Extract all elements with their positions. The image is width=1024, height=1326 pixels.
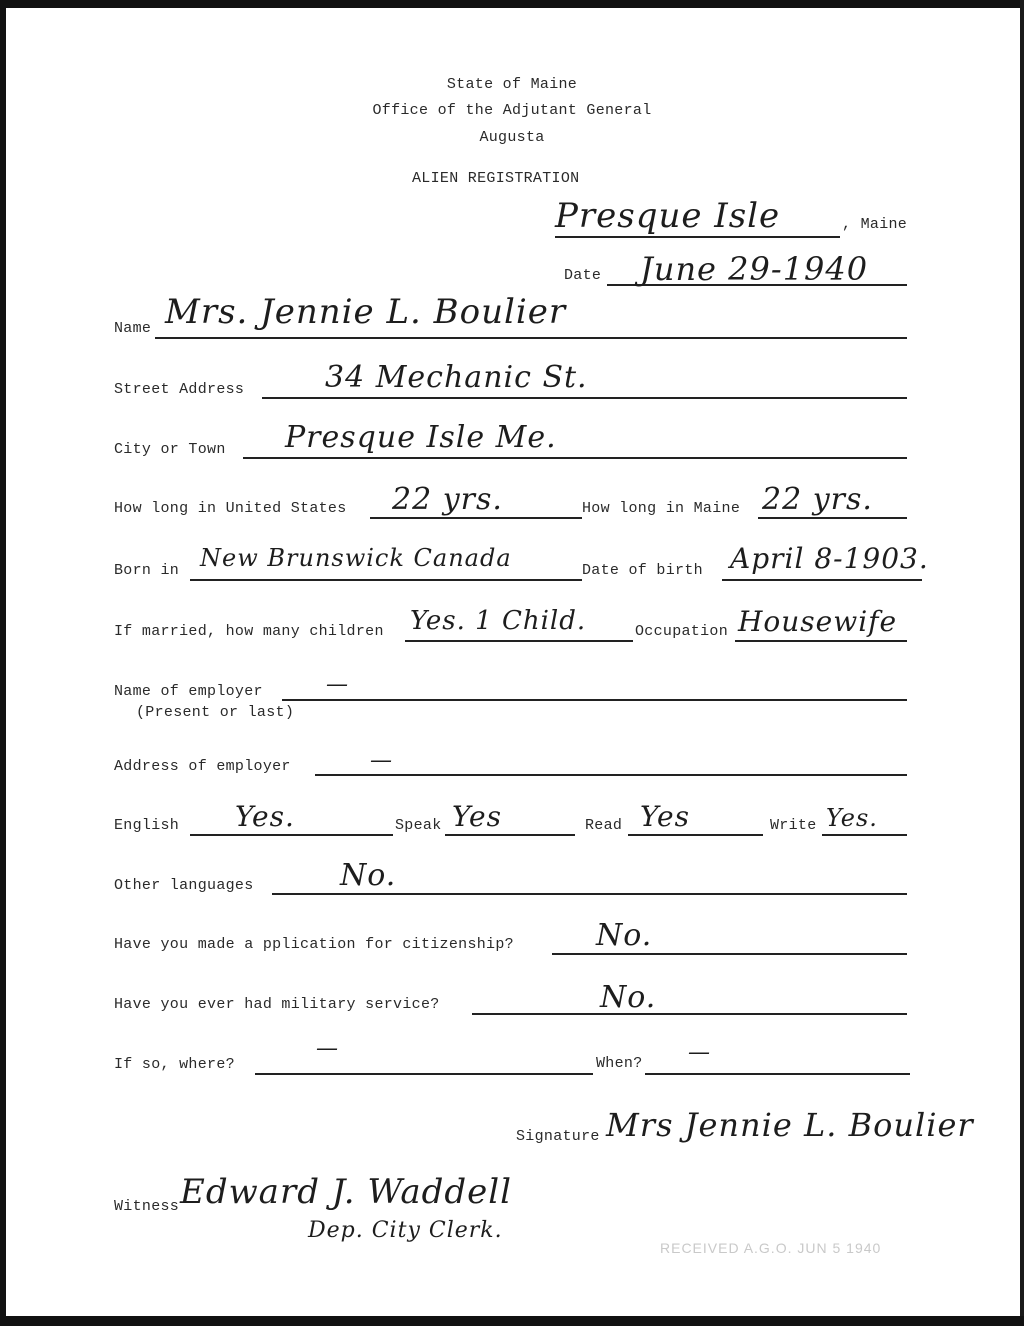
date-of-birth-value: April 8-1903. — [730, 542, 929, 575]
employer-name-label: Name of employer — [114, 683, 263, 700]
when-line — [645, 1073, 910, 1075]
city-line — [243, 457, 907, 459]
married-children-label: If married, how many children — [114, 623, 384, 640]
scan-border-right — [1020, 0, 1024, 1326]
write-value: Yes. — [826, 804, 878, 832]
married-children-value: Yes. 1 Child. — [410, 606, 587, 636]
english-line — [190, 834, 393, 836]
scan-border-bottom — [0, 1316, 1024, 1326]
if-so-where-value: — — [316, 1036, 339, 1061]
employer-name-line — [282, 699, 907, 701]
citizenship-value: No. — [596, 918, 653, 953]
street-line — [262, 397, 907, 399]
citizenship-label: Have you made a pplication for citizenship? — [114, 936, 514, 953]
header-state: State of Maine — [446, 76, 578, 93]
born-in-value: New Brunswick Canada — [200, 544, 512, 572]
employer-name-value: — — [326, 672, 349, 697]
city-label: City or Town — [114, 441, 226, 458]
employer-address-label: Address of employer — [114, 758, 291, 775]
how-long-maine-line — [758, 517, 907, 519]
english-label: English — [114, 817, 180, 834]
speak-line — [445, 834, 575, 836]
born-in-line — [190, 579, 582, 581]
military-value: No. — [600, 980, 657, 1015]
date-of-birth-label: Date of birth — [582, 562, 703, 579]
received-stamp: RECEIVED A.G.O. JUN 5 1940 — [660, 1240, 882, 1256]
street-value: 34 Mechanic St. — [325, 360, 588, 395]
when-label: When? — [596, 1055, 643, 1072]
employer-address-line — [315, 774, 907, 776]
if-so-where-label: If so, where? — [114, 1056, 235, 1073]
name-label: Name — [114, 320, 152, 337]
name-value: Mrs. Jennie L. Boulier — [165, 292, 567, 332]
place-value: Presque Isle — [555, 196, 781, 236]
date-label: Date — [564, 267, 602, 284]
signature-value: Mrs Jennie L. Boulier — [606, 1106, 974, 1144]
write-label: Write — [770, 817, 817, 834]
scan-border-left — [0, 0, 6, 1326]
how-long-maine-label: How long in Maine — [582, 500, 741, 517]
maine-label: , Maine — [842, 216, 908, 233]
witness-signature: Edward J. Waddell — [180, 1172, 513, 1212]
form-title: ALIEN REGISTRATION — [412, 170, 580, 187]
citizenship-line — [552, 953, 907, 955]
occupation-value: Housewife — [738, 605, 898, 638]
english-value: Yes. — [235, 800, 295, 833]
place-line — [555, 236, 840, 238]
read-line — [628, 834, 763, 836]
other-languages-value: No. — [340, 858, 397, 893]
city-value: Presque Isle Me. — [285, 420, 557, 455]
street-label: Street Address — [114, 381, 245, 398]
occupation-line — [735, 640, 907, 642]
scan-border-top — [0, 0, 1024, 8]
how-long-us-label: How long in United States — [114, 500, 347, 517]
occupation-label: Occupation — [635, 623, 729, 640]
write-line — [822, 834, 907, 836]
military-label: Have you ever had military service? — [114, 996, 440, 1013]
header-city: Augusta — [479, 129, 545, 146]
witness-label: Witness — [114, 1198, 180, 1215]
married-children-line — [405, 640, 633, 642]
military-line — [472, 1013, 907, 1015]
how-long-us-line — [370, 517, 582, 519]
other-languages-label: Other languages — [114, 877, 254, 894]
other-languages-line — [272, 893, 907, 895]
if-so-where-line — [255, 1073, 593, 1075]
speak-value: Yes — [452, 800, 502, 833]
employer-address-value: — — [370, 748, 393, 773]
when-value: — — [688, 1040, 711, 1065]
witness-title: Dep. City Clerk. — [308, 1218, 503, 1243]
how-long-us-value: 22 yrs. — [392, 482, 503, 517]
read-value: Yes — [640, 800, 690, 833]
date-of-birth-line — [722, 579, 922, 581]
read-label: Read — [585, 817, 623, 834]
signature-label: Signature — [516, 1128, 600, 1145]
employer-name-note: (Present or last) — [136, 704, 295, 721]
date-value: June 29-1940 — [640, 250, 869, 288]
how-long-maine-value: 22 yrs. — [762, 482, 873, 517]
speak-label: Speak — [395, 817, 442, 834]
born-in-label: Born in — [114, 562, 180, 579]
name-line — [155, 337, 907, 339]
header-office: Office of the Adjutant General — [372, 102, 652, 119]
